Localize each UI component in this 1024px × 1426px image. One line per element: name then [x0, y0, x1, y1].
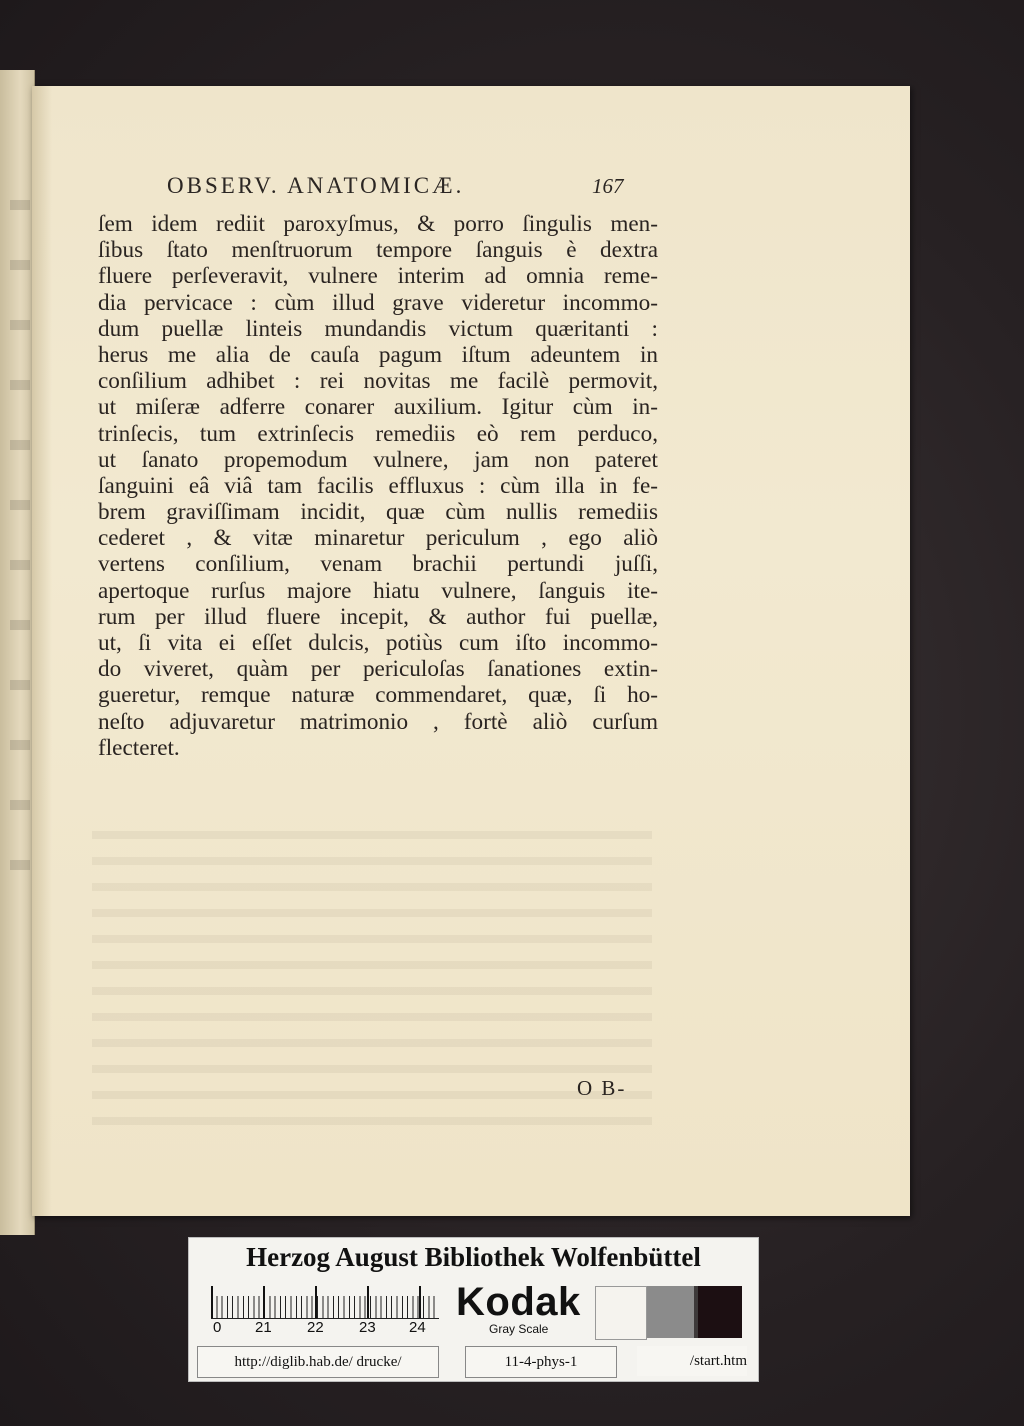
ruler-major-tick: [367, 1286, 369, 1318]
text-line: dum puellæ linteis mundandis victum quæritanti :: [98, 315, 658, 342]
page-number: 167: [592, 174, 624, 198]
gray-swatch-black: [698, 1286, 742, 1338]
text-line: ſanguini eâ viâ tam facilis effluxus : cùm illa in fe-: [98, 472, 658, 499]
text-line: vertens conſilium, venam brachii pertundi juſſi,: [98, 551, 658, 578]
text-line: fluere perſeveravit, vulnere interim ad omnia reme-: [98, 263, 658, 290]
text-line: gueretur, remque naturæ commendaret, quæ, ſi ho-: [98, 682, 658, 709]
text-line: ſem idem rediit paroxyſmus, & porro ſingulis men-: [98, 211, 658, 237]
text-line: rum per illud fluere incepit, & author fui puellæ,: [98, 603, 658, 630]
text-line: dia pervicace : cùm illud grave videretur incommo-: [98, 289, 658, 316]
ruler-number: 23: [359, 1319, 376, 1336]
ruler-major-tick: [211, 1286, 213, 1318]
book-page: [32, 86, 910, 1216]
text-line: apertoque rurſus majore hiatu vulnere, ſanguis ite-: [98, 577, 658, 604]
text-line: ut ſanato propemodum vulnere, jam non pateret: [98, 446, 658, 473]
text-line: cederet , & vitæ minaretur periculum , ego aliò: [98, 525, 658, 552]
gray-swatch-white: [595, 1286, 647, 1340]
text-line: neſto adjuvaretur matrimonio , fortè aliò curſum: [98, 708, 658, 735]
url-right: /start.htm: [637, 1346, 747, 1376]
text-line: brem graviſſimam incidit, quæ cùm nullis remediis: [98, 499, 658, 526]
text-line: ſibus ſtato menſtruorum tempore ſanguis è dextra: [98, 237, 658, 264]
text-line: ut miſeræ adferre conarer auxilium. Igitur cùm in-: [98, 394, 658, 421]
text-line: ut, ſi vita ei eſſet dulcis, potiùs cum iſto incommo-: [98, 630, 658, 656]
running-head-title: OBSERV. ANATOMICÆ.: [167, 173, 465, 198]
text-line: conſilium adhibet : rei novitas me facilè permovit,: [98, 368, 658, 395]
page-gutter-shadow: [32, 86, 52, 1216]
library-name: Herzog August Bibliothek Wolfenbüttel: [246, 1242, 701, 1272]
ruler: [211, 1286, 439, 1338]
ruler-number: 24: [409, 1319, 426, 1336]
show-through-text: [92, 831, 652, 1131]
previous-page-edge: [0, 70, 35, 1235]
ruler-number: 0: [213, 1319, 222, 1336]
ruler-major-tick: [315, 1286, 317, 1318]
body-text: [98, 211, 658, 761]
text-line: flecteret.: [98, 734, 180, 761]
text-line: trinſecis, tum extrinſecis remediis eò rem perduco,: [98, 420, 658, 447]
gray-scale-label: Gray Scale: [489, 1322, 549, 1336]
kodak-logo: Kodak: [456, 1280, 581, 1324]
text-line: do viveret, quàm per periculoſas ſanationes extin-: [98, 656, 658, 683]
color-target-card: [188, 1237, 759, 1382]
text-line: herus me alia de cauſa pagum iſtum adeuntem in: [98, 341, 658, 368]
ruler-major-tick: [263, 1286, 265, 1318]
url-left: http://diglib.hab.de/ drucke/: [197, 1346, 439, 1378]
ruler-major-tick: [419, 1286, 421, 1318]
ruler-number: 21: [255, 1319, 272, 1336]
ruler-ticks: [211, 1286, 439, 1319]
catchword: O B-: [577, 1076, 627, 1100]
ruler-number: 22: [307, 1319, 324, 1336]
url-middle: 11-4-phys-1: [465, 1346, 617, 1378]
gray-swatch-mid: [647, 1286, 694, 1338]
running-head: [167, 173, 667, 203]
